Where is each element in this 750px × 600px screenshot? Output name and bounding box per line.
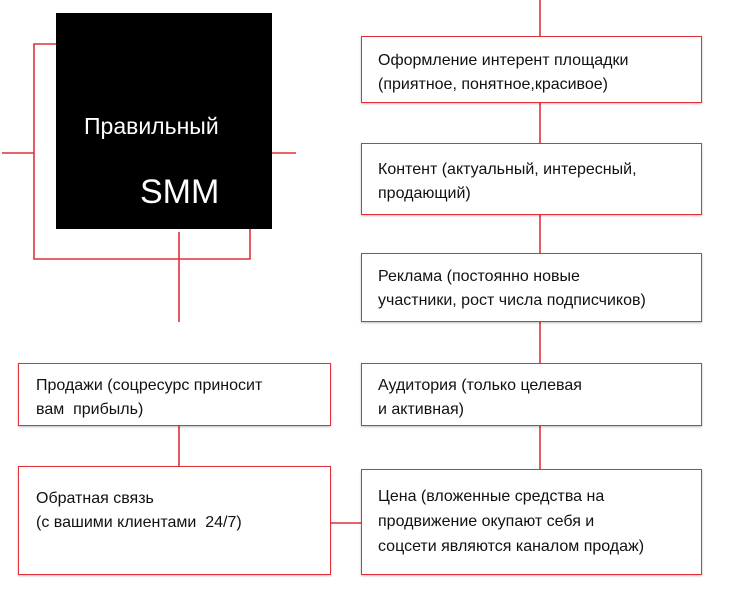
box-price-line1: Цена (вложенные средства на xyxy=(378,488,605,505)
box-sales-line1: Продажи (соцресурс приносит xyxy=(36,377,263,394)
title-line2: SMM xyxy=(140,173,220,211)
box-content-line2: продающий) xyxy=(378,185,471,202)
box-feedback-line1: Обратная связь xyxy=(36,490,154,507)
box-advertising-line1: Реклама (постоянно новые xyxy=(378,268,580,285)
box-price-line2: продвижение окупают себя и xyxy=(378,513,595,530)
box-advertising-line2: участники, рост числа подписчиков) xyxy=(378,292,646,309)
box-content-line1: Контент (актуальный, интересный, xyxy=(378,161,637,178)
box-design-line2: (приятное, понятное,красивое) xyxy=(378,76,608,93)
box-design-line1: Оформление интерент площадки xyxy=(378,52,629,69)
title-line1: Правильный xyxy=(84,113,219,139)
box-price-line3: соцсети являются каналом продаж) xyxy=(378,538,645,555)
box-feedback-line2: (с вашими клиентами 24/7) xyxy=(36,514,242,531)
box-sales-line2: вам прибыль) xyxy=(36,401,144,418)
box-audience-line1: Аудитория (только целевая xyxy=(378,377,582,394)
box-audience-line2: и активная) xyxy=(378,401,464,418)
